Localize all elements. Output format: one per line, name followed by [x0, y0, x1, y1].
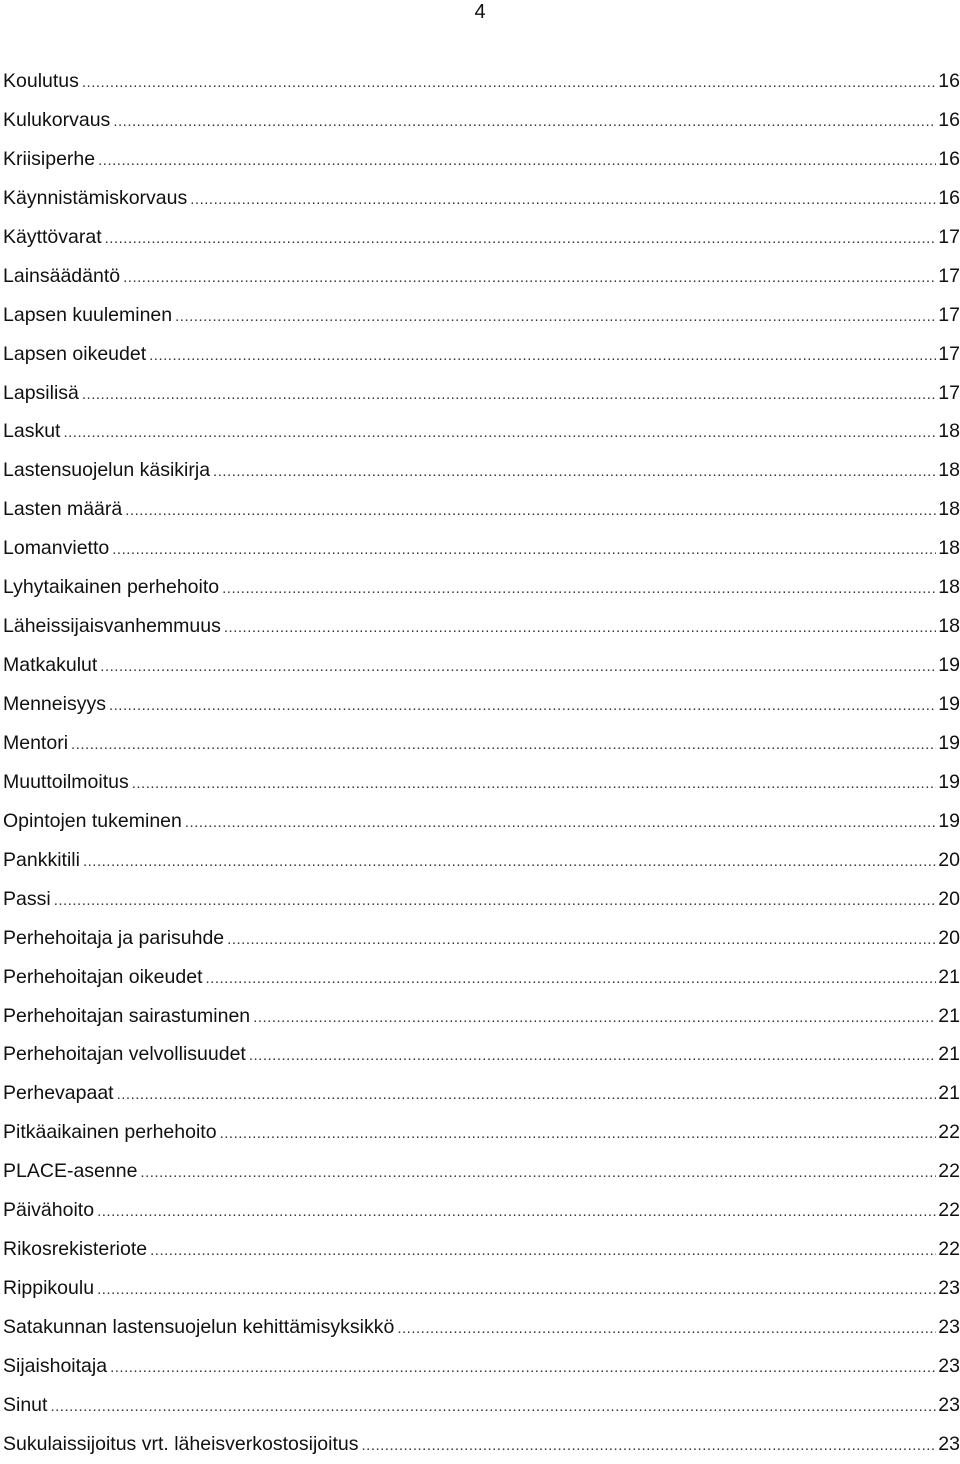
toc-entry-page: 17: [938, 225, 960, 248]
toc-dot-leader: [100, 648, 936, 685]
toc-entry[interactable]: [3, 218, 960, 257]
toc-entry-title: Perhehoitajan oikeudet: [3, 965, 203, 988]
toc-dot-leader: [224, 609, 936, 646]
toc-entry[interactable]: [3, 1230, 960, 1269]
toc-entry[interactable]: [3, 62, 960, 101]
toc-dot-leader: [149, 337, 936, 374]
toc-dot-leader: [253, 999, 936, 1036]
toc-dot-leader: [213, 453, 936, 490]
toc-dot-leader: [83, 843, 936, 880]
toc-dot-leader: [190, 181, 936, 218]
toc-entry-title: Opintojen tukeminen: [3, 809, 182, 832]
toc-dot-leader: [109, 687, 936, 724]
toc-dot-leader: [220, 1115, 937, 1152]
toc-entry-title: Perhehoitajan velvollisuudet: [3, 1043, 246, 1066]
toc-entry-title: Koulutus: [3, 70, 79, 92]
toc-entry-title: Matkakulut: [3, 654, 98, 677]
toc-entry[interactable]: [3, 1035, 960, 1074]
toc-entry[interactable]: [3, 1191, 960, 1230]
toc-entry[interactable]: [3, 646, 960, 685]
toc-dot-leader: [206, 960, 937, 997]
toc-entry-page: 18: [938, 537, 960, 560]
toc-entry-page: 23: [938, 1393, 960, 1416]
toc-entry-title: Kriisiperhe: [3, 147, 96, 170]
toc-entry-title: Muuttoilmoitus: [3, 770, 129, 793]
toc-entry[interactable]: [3, 451, 960, 490]
toc-entry-title: Lainsäädäntö: [3, 264, 121, 287]
toc-entry-page: 17: [938, 342, 960, 365]
toc-entry-page: 17: [938, 303, 960, 326]
toc-dot-leader: [63, 414, 936, 451]
toc-entry-title: Käynnistämiskorvaus: [3, 186, 188, 209]
toc-entry-title: Sukulaissijoitus vrt. läheisverkostosijoitus: [3, 1432, 359, 1455]
toc-entry-page: 16: [938, 186, 960, 209]
toc-entry-page: 19: [938, 693, 960, 715]
toc-entry[interactable]: [3, 490, 960, 529]
toc-entry-page: 21: [938, 1082, 960, 1105]
toc-entry-page: 23: [938, 1432, 960, 1455]
toc-entry-page: 17: [938, 264, 960, 287]
toc-entry-title: Rikosrekisteriote: [3, 1238, 148, 1261]
toc-dot-leader: [82, 64, 936, 101]
toc-entry[interactable]: [3, 101, 960, 140]
toc-entry[interactable]: [3, 919, 960, 958]
toc-entry-title: Perhehoitajan sairastuminen: [3, 1004, 251, 1027]
toc-entry-page: 18: [938, 498, 960, 521]
toc-entry-page: 20: [938, 848, 960, 871]
toc-entry[interactable]: [3, 997, 960, 1036]
table-of-contents: [3, 62, 960, 1464]
toc-entry-title: Lastensuojelun käsikirja: [3, 459, 211, 482]
toc-dot-leader: [125, 492, 936, 529]
toc-dot-leader: [117, 1076, 937, 1113]
toc-entry[interactable]: [3, 1347, 960, 1386]
toc-entry[interactable]: [3, 412, 960, 451]
toc-dot-leader: [97, 1271, 936, 1308]
toc-entry[interactable]: [3, 763, 960, 802]
toc-entry[interactable]: [3, 1269, 960, 1308]
toc-entry-title: Lasten määrä: [3, 498, 123, 521]
toc-dot-leader: [98, 142, 936, 179]
toc-entry-title: Passi: [3, 887, 51, 910]
toc-entry-title: Pankkitili: [3, 848, 80, 871]
toc-entry-page: 17: [938, 381, 960, 404]
toc-entry-title: Päivähoito: [3, 1199, 95, 1222]
toc-entry-page: 16: [938, 70, 960, 92]
toc-dot-leader: [140, 1154, 936, 1191]
toc-entry-page: 19: [938, 731, 960, 754]
toc-dot-leader: [110, 1349, 936, 1386]
toc-dot-leader: [54, 882, 937, 919]
toc-dot-leader: [185, 804, 936, 841]
toc-entry-page: 21: [938, 965, 960, 988]
toc-entry-title: Perhevapaat: [3, 1082, 114, 1105]
toc-entry-page: 18: [938, 576, 960, 599]
toc-entry-page: 23: [938, 1277, 960, 1300]
toc-entry-title: Sijaishoitaja: [3, 1354, 108, 1377]
toc-dot-leader: [397, 1310, 936, 1347]
toc-dot-leader: [105, 220, 937, 257]
toc-entry-page: 16: [938, 147, 960, 170]
toc-entry-page: 19: [938, 770, 960, 793]
toc-entry[interactable]: [3, 335, 960, 374]
toc-entry-page: 20: [938, 926, 960, 949]
toc-entry-title: Sinut: [3, 1393, 48, 1416]
toc-entry-page: 23: [938, 1354, 960, 1377]
toc-entry[interactable]: [3, 880, 960, 919]
toc-entry-title: Läheissijaisvanhemmuus: [3, 615, 221, 638]
toc-entry-page: 18: [938, 459, 960, 482]
toc-entry-title: Pitkäaikainen perhehoito: [3, 1121, 217, 1144]
toc-dot-leader: [227, 921, 936, 958]
toc-entry-title: Lomanvietto: [3, 537, 110, 560]
toc-entry[interactable]: [3, 179, 960, 218]
toc-entry[interactable]: [3, 529, 960, 568]
toc-entry-page: 22: [938, 1199, 960, 1222]
toc-dot-leader: [175, 298, 936, 335]
toc-entry[interactable]: [3, 802, 960, 841]
toc-entry-page: 18: [938, 615, 960, 638]
page-number: 4: [474, 1, 486, 23]
toc-entry-page: 21: [938, 1004, 960, 1027]
toc-dot-leader: [249, 1037, 936, 1074]
toc-entry-title: Lapsen oikeudet: [3, 342, 147, 365]
toc-entry-title: Laskut: [3, 420, 61, 443]
toc-entry[interactable]: [3, 1113, 960, 1152]
toc-entry-title: Rippikoulu: [3, 1277, 95, 1300]
toc-entry-page: 22: [938, 1160, 960, 1183]
toc-entry-title: Mentori: [3, 731, 69, 754]
toc-entry[interactable]: [3, 607, 960, 646]
toc-entry[interactable]: [3, 374, 960, 413]
toc-dot-leader: [150, 1232, 936, 1269]
toc-entry-page: 23: [938, 1316, 960, 1338]
toc-dot-leader: [123, 259, 936, 296]
toc-entry-page: 18: [938, 420, 960, 443]
toc-entry-title: Lyhytaikainen perhehoito: [3, 576, 220, 599]
toc-entry[interactable]: [3, 724, 960, 763]
toc-dot-leader: [112, 531, 936, 568]
toc-dot-leader: [50, 1388, 936, 1425]
toc-entry-title: Satakunnan lastensuojelun kehittämisyksikkö: [3, 1316, 395, 1338]
toc-entry[interactable]: [3, 958, 960, 997]
toc-entry[interactable]: [3, 296, 960, 335]
toc-dot-leader: [361, 1427, 936, 1464]
toc-entry-title: Perhehoitaja ja parisuhde: [3, 926, 225, 949]
toc-entry[interactable]: [3, 841, 960, 880]
toc-dot-leader: [132, 765, 937, 802]
toc-entry-title: Lapsen kuuleminen: [3, 303, 173, 326]
toc-entry[interactable]: [3, 1308, 960, 1347]
toc-dot-leader: [71, 726, 936, 763]
toc-dot-leader: [113, 103, 936, 140]
toc-dot-leader: [222, 570, 936, 607]
toc-entry[interactable]: [3, 257, 960, 296]
toc-entry-page: 16: [938, 108, 960, 131]
toc-entry-title: Kulukorvaus: [3, 108, 111, 131]
toc-entry[interactable]: [3, 1386, 960, 1425]
toc-entry[interactable]: [3, 1425, 960, 1464]
toc-dot-leader: [97, 1193, 936, 1230]
toc-entry-page: 22: [938, 1238, 960, 1261]
toc-entry[interactable]: [3, 1152, 960, 1191]
toc-entry-page: 19: [938, 654, 960, 677]
toc-entry-page: 20: [938, 887, 960, 910]
toc-entry-page: 21: [938, 1043, 960, 1066]
toc-entry-page: 22: [938, 1121, 960, 1144]
toc-entry[interactable]: [3, 685, 960, 724]
toc-entry[interactable]: [3, 1074, 960, 1113]
toc-entry-title: Käyttövarat: [3, 225, 102, 248]
toc-entry-page: 19: [938, 809, 960, 832]
toc-entry-title: Menneisyys: [3, 693, 106, 715]
toc-entry[interactable]: [3, 568, 960, 607]
toc-dot-leader: [82, 376, 936, 413]
toc-entry-title: PLACE-asenne: [3, 1160, 138, 1183]
toc-entry[interactable]: [3, 140, 960, 179]
toc-entry-title: Lapsilisä: [3, 381, 79, 404]
